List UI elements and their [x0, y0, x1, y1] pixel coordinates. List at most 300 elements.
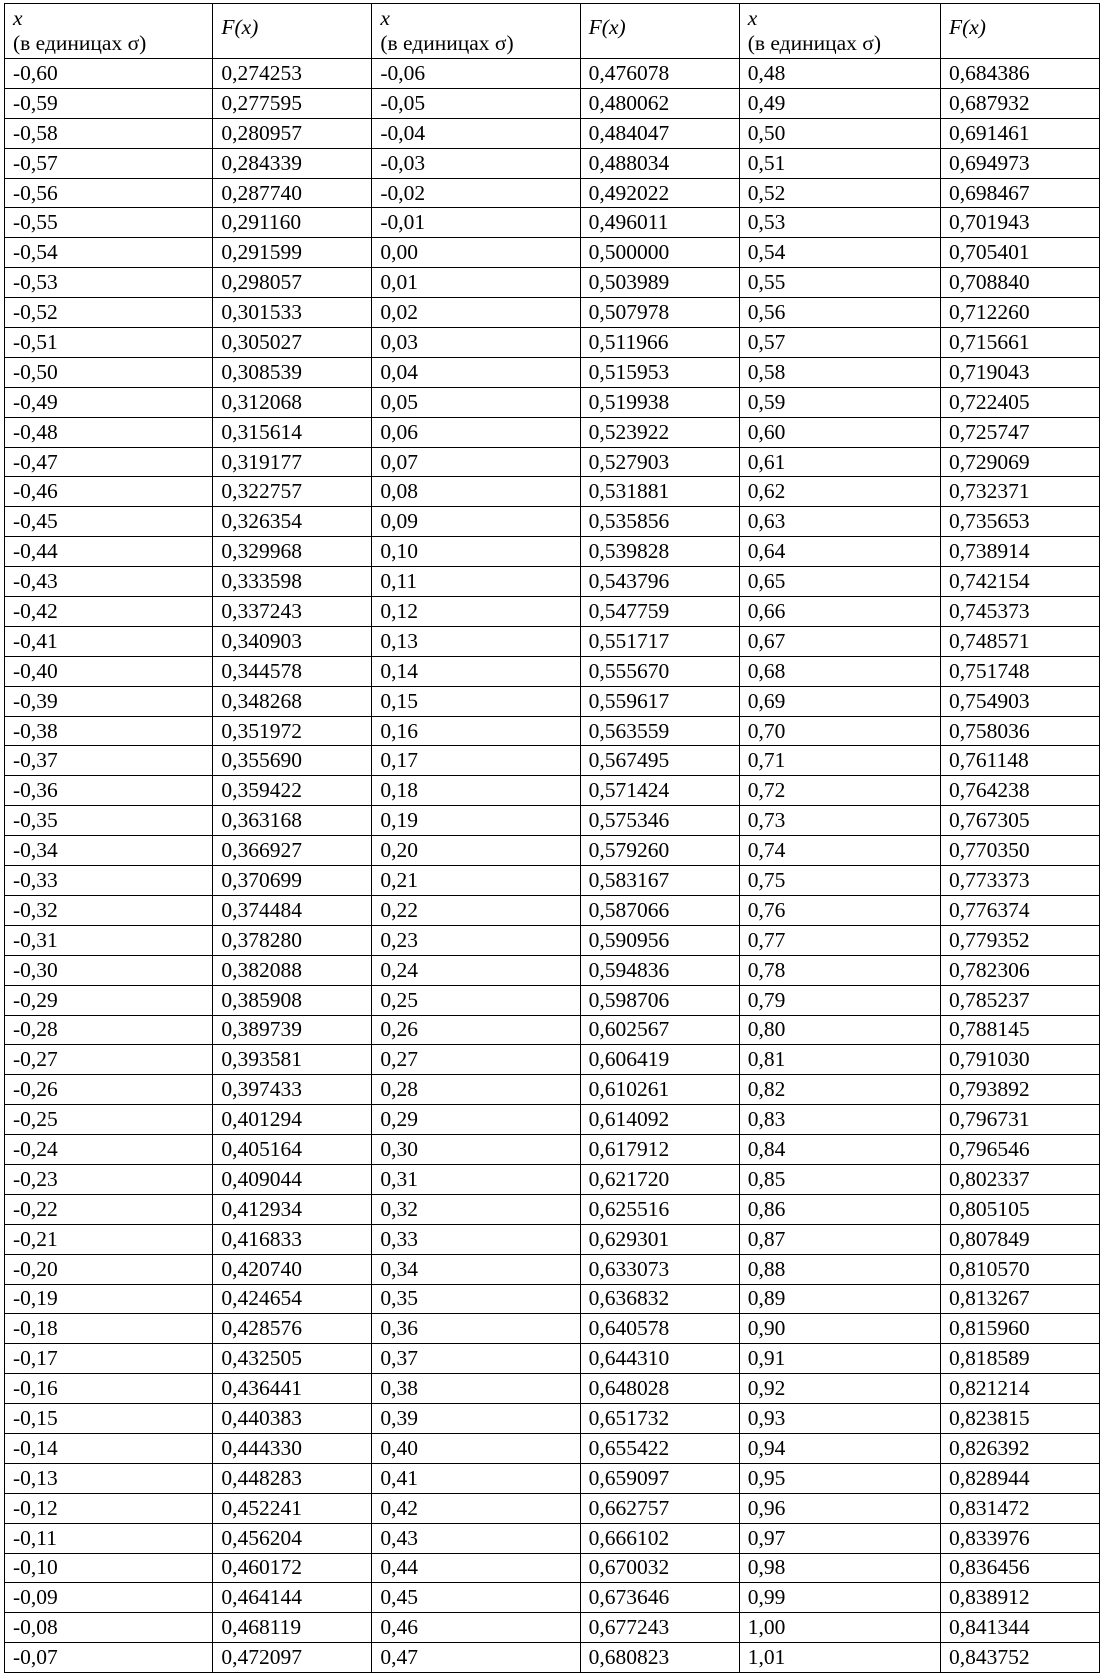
cell-x: -0,01	[372, 208, 580, 238]
table-row	[5, 417, 1100, 447]
cell-x: -0,56	[5, 178, 213, 208]
cell-x: -0,12	[5, 1493, 213, 1523]
table-row	[5, 567, 1100, 597]
cell-x: -0,54	[5, 238, 213, 268]
cell-fx: 0,590956	[580, 925, 739, 955]
cell-x: -0,37	[5, 746, 213, 776]
cell-x: 0,66	[739, 597, 940, 627]
cell-fx: 0,500000	[580, 238, 739, 268]
table-row	[5, 1015, 1100, 1045]
cell-x: -0,51	[5, 328, 213, 358]
cell-fx: 0,725747	[940, 417, 1099, 447]
cell-fx: 0,424654	[213, 1284, 372, 1314]
cell-x: -0,52	[5, 298, 213, 328]
table-row	[5, 1344, 1100, 1374]
header-x-unit: (в единицах σ)	[380, 31, 514, 55]
cell-fx: 0,598706	[580, 985, 739, 1015]
header-x-var: x	[747, 6, 758, 30]
cell-fx: 0,298057	[213, 268, 372, 298]
cell-x: 0,93	[739, 1404, 940, 1434]
cell-fx: 0,662757	[580, 1493, 739, 1523]
table-row	[5, 776, 1100, 806]
cell-fx: 0,452241	[213, 1493, 372, 1523]
cell-fx: 0,705401	[940, 238, 1099, 268]
cell-fx: 0,680823	[580, 1643, 739, 1673]
cell-fx: 0,841344	[940, 1613, 1099, 1643]
cell-x: -0,42	[5, 597, 213, 627]
cell-fx: 0,729069	[940, 447, 1099, 477]
cell-fx: 0,547759	[580, 597, 739, 627]
cell-fx: 0,515953	[580, 357, 739, 387]
cell-fx: 0,539828	[580, 537, 739, 567]
cell-fx: 0,708840	[940, 268, 1099, 298]
cell-fx: 0,629301	[580, 1224, 739, 1254]
cell-fx: 0,378280	[213, 925, 372, 955]
cell-fx: 0,308539	[213, 357, 372, 387]
cell-fx: 0,492022	[580, 178, 739, 208]
cell-fx: 0,507978	[580, 298, 739, 328]
cell-x: -0,20	[5, 1254, 213, 1284]
cell-fx: 0,761148	[940, 746, 1099, 776]
table-row	[5, 806, 1100, 836]
cell-x: 0,97	[739, 1523, 940, 1553]
table-row	[5, 746, 1100, 776]
cell-fx: 0,843752	[940, 1643, 1099, 1673]
cell-fx: 0,393581	[213, 1045, 372, 1075]
cell-fx: 0,767305	[940, 806, 1099, 836]
cell-x: 0,84	[739, 1135, 940, 1165]
cell-x: 0,05	[372, 387, 580, 417]
cell-x: -0,04	[372, 118, 580, 148]
cell-fx: 0,527903	[580, 447, 739, 477]
table-row	[5, 925, 1100, 955]
header-x-1	[5, 4, 213, 59]
cell-fx: 0,684386	[940, 59, 1099, 89]
cell-x: 0,64	[739, 537, 940, 567]
cell-x: 0,70	[739, 716, 940, 746]
table-row	[5, 1583, 1100, 1613]
cell-x: 0,41	[372, 1463, 580, 1493]
table-row	[5, 1433, 1100, 1463]
cell-x: 0,10	[372, 537, 580, 567]
cell-x: 0,32	[372, 1194, 580, 1224]
cell-fx: 0,644310	[580, 1344, 739, 1374]
cell-fx: 0,594836	[580, 955, 739, 985]
cell-fx: 0,440383	[213, 1404, 372, 1434]
cell-x: 0,54	[739, 238, 940, 268]
cell-x: -0,02	[372, 178, 580, 208]
cell-x: -0,59	[5, 88, 213, 118]
cell-x: -0,40	[5, 656, 213, 686]
cell-x: 0,74	[739, 836, 940, 866]
cell-fx: 0,305027	[213, 328, 372, 358]
table-row	[5, 507, 1100, 537]
cell-x: -0,24	[5, 1135, 213, 1165]
table-header	[5, 4, 1100, 59]
cell-fx: 0,651732	[580, 1404, 739, 1434]
cell-x: -0,31	[5, 925, 213, 955]
cell-x: 0,49	[739, 88, 940, 118]
cell-x: 0,29	[372, 1105, 580, 1135]
cell-fx: 0,329968	[213, 537, 372, 567]
cell-x: 0,61	[739, 447, 940, 477]
cell-fx: 0,359422	[213, 776, 372, 806]
cell-x: 0,98	[739, 1553, 940, 1583]
cell-x: 0,86	[739, 1194, 940, 1224]
cell-fx: 0,312068	[213, 387, 372, 417]
cell-fx: 0,712260	[940, 298, 1099, 328]
cell-fx: 0,823815	[940, 1404, 1099, 1434]
cell-fx: 0,742154	[940, 567, 1099, 597]
cell-x: -0,41	[5, 626, 213, 656]
cell-x: -0,10	[5, 1553, 213, 1583]
cell-fx: 0,496011	[580, 208, 739, 238]
cell-x: -0,29	[5, 985, 213, 1015]
table-row	[5, 626, 1100, 656]
cell-x: 0,96	[739, 1493, 940, 1523]
cell-x: 0,02	[372, 298, 580, 328]
cell-x: 0,52	[739, 178, 940, 208]
cell-fx: 0,397433	[213, 1075, 372, 1105]
header-fx-label: F(x)	[948, 14, 986, 39]
cell-x: 0,17	[372, 746, 580, 776]
cell-x: 0,11	[372, 567, 580, 597]
cell-fx: 0,389739	[213, 1015, 372, 1045]
cell-x: 0,88	[739, 1254, 940, 1284]
cell-x: 0,24	[372, 955, 580, 985]
cell-fx: 0,617912	[580, 1135, 739, 1165]
table-row	[5, 118, 1100, 148]
cell-fx: 0,805105	[940, 1194, 1099, 1224]
cell-fx: 0,587066	[580, 895, 739, 925]
table-row	[5, 836, 1100, 866]
cell-fx: 0,333598	[213, 567, 372, 597]
cell-fx: 0,738914	[940, 537, 1099, 567]
cell-fx: 0,732371	[940, 477, 1099, 507]
cell-fx: 0,432505	[213, 1344, 372, 1374]
cell-fx: 0,480062	[580, 88, 739, 118]
cell-fx: 0,340903	[213, 626, 372, 656]
cell-x: 0,91	[739, 1344, 940, 1374]
cell-x: 0,25	[372, 985, 580, 1015]
cell-x: -0,55	[5, 208, 213, 238]
table-row	[5, 985, 1100, 1015]
cell-fx: 0,659097	[580, 1463, 739, 1493]
cell-fx: 0,810570	[940, 1254, 1099, 1284]
cell-fx: 0,793892	[940, 1075, 1099, 1105]
header-fx-2	[580, 4, 739, 59]
cell-fx: 0,337243	[213, 597, 372, 627]
cell-fx: 0,385908	[213, 985, 372, 1015]
cell-x: -0,18	[5, 1314, 213, 1344]
cell-x: 0,00	[372, 238, 580, 268]
cell-x: -0,22	[5, 1194, 213, 1224]
cell-x: -0,14	[5, 1433, 213, 1463]
cell-x: 0,56	[739, 298, 940, 328]
cell-x: 0,69	[739, 686, 940, 716]
cell-fx: 0,719043	[940, 357, 1099, 387]
cell-fx: 0,448283	[213, 1463, 372, 1493]
cell-fx: 0,571424	[580, 776, 739, 806]
cell-fx: 0,670032	[580, 1553, 739, 1583]
cell-x: -0,07	[5, 1643, 213, 1673]
cell-fx: 0,633073	[580, 1254, 739, 1284]
cell-x: -0,19	[5, 1284, 213, 1314]
cell-fx: 0,636832	[580, 1284, 739, 1314]
cell-fx: 0,401294	[213, 1105, 372, 1135]
cell-fx: 0,773373	[940, 866, 1099, 896]
table-row	[5, 1254, 1100, 1284]
cell-fx: 0,315614	[213, 417, 372, 447]
cell-fx: 0,575346	[580, 806, 739, 836]
cell-x: 0,38	[372, 1374, 580, 1404]
cell-x: -0,08	[5, 1613, 213, 1643]
cell-x: 0,36	[372, 1314, 580, 1344]
cell-x: 0,19	[372, 806, 580, 836]
cell-fx: 0,291599	[213, 238, 372, 268]
cell-fx: 0,460172	[213, 1553, 372, 1583]
table-body	[5, 59, 1100, 1673]
cell-x: -0,36	[5, 776, 213, 806]
cell-x: -0,58	[5, 118, 213, 148]
cell-x: 0,40	[372, 1433, 580, 1463]
cell-x: -0,57	[5, 148, 213, 178]
table-row	[5, 447, 1100, 477]
table-row	[5, 1523, 1100, 1553]
cell-x: 0,57	[739, 328, 940, 358]
cell-fx: 0,436441	[213, 1374, 372, 1404]
table-row	[5, 238, 1100, 268]
cell-fx: 0,826392	[940, 1433, 1099, 1463]
cell-x: 0,94	[739, 1433, 940, 1463]
header-fx-3	[940, 4, 1099, 59]
cell-fx: 0,374484	[213, 895, 372, 925]
header-x-var: x	[380, 6, 390, 30]
table-row	[5, 1314, 1100, 1344]
table-row	[5, 1463, 1100, 1493]
table-row	[5, 148, 1100, 178]
cell-fx: 0,821214	[940, 1374, 1099, 1404]
cell-fx: 0,472097	[213, 1643, 372, 1673]
cell-x: -0,38	[5, 716, 213, 746]
cell-x: -0,23	[5, 1164, 213, 1194]
cell-x: 0,16	[372, 716, 580, 746]
cell-x: 1,01	[739, 1643, 940, 1673]
cell-fx: 0,807849	[940, 1224, 1099, 1254]
cell-fx: 0,301533	[213, 298, 372, 328]
cell-x: 0,75	[739, 866, 940, 896]
cell-x: 0,65	[739, 567, 940, 597]
cell-fx: 0,838912	[940, 1583, 1099, 1613]
cell-x: -0,06	[372, 59, 580, 89]
cell-x: 0,87	[739, 1224, 940, 1254]
cell-x: 0,60	[739, 417, 940, 447]
cell-x: -0,60	[5, 59, 213, 89]
cell-fx: 0,610261	[580, 1075, 739, 1105]
cell-fx: 0,694973	[940, 148, 1099, 178]
cell-x: -0,45	[5, 507, 213, 537]
cell-x: -0,44	[5, 537, 213, 567]
cell-x: -0,28	[5, 1015, 213, 1045]
cell-x: 0,67	[739, 626, 940, 656]
cell-fx: 0,322757	[213, 477, 372, 507]
cell-x: -0,05	[372, 88, 580, 118]
cell-x: 0,78	[739, 955, 940, 985]
cell-x: 0,08	[372, 477, 580, 507]
cell-x: 0,46	[372, 1613, 580, 1643]
cell-fx: 0,782306	[940, 955, 1099, 985]
cell-fx: 0,531881	[580, 477, 739, 507]
cell-fx: 0,366927	[213, 836, 372, 866]
table-row	[5, 716, 1100, 746]
cell-fx: 0,776374	[940, 895, 1099, 925]
cell-fx: 0,555670	[580, 656, 739, 686]
cell-fx: 0,344578	[213, 656, 372, 686]
cell-fx: 0,785237	[940, 985, 1099, 1015]
cell-fx: 0,428576	[213, 1314, 372, 1344]
cell-x: 0,82	[739, 1075, 940, 1105]
table-row	[5, 895, 1100, 925]
cell-fx: 0,416833	[213, 1224, 372, 1254]
cell-fx: 0,813267	[940, 1284, 1099, 1314]
cell-x: 0,43	[372, 1523, 580, 1553]
cell-x: 0,03	[372, 328, 580, 358]
cell-x: 0,33	[372, 1224, 580, 1254]
cell-fx: 0,722405	[940, 387, 1099, 417]
cell-x: -0,39	[5, 686, 213, 716]
cell-x: -0,53	[5, 268, 213, 298]
table-row	[5, 268, 1100, 298]
cell-x: 0,80	[739, 1015, 940, 1045]
cell-x: 0,22	[372, 895, 580, 925]
cell-x: 0,48	[739, 59, 940, 89]
cell-x: 0,21	[372, 866, 580, 896]
table-row	[5, 1643, 1100, 1673]
cell-x: 0,30	[372, 1135, 580, 1165]
cell-x: 0,55	[739, 268, 940, 298]
cell-x: 0,47	[372, 1643, 580, 1673]
cell-fx: 0,274253	[213, 59, 372, 89]
table-row	[5, 1493, 1100, 1523]
cell-x: 0,77	[739, 925, 940, 955]
table-row	[5, 1613, 1100, 1643]
header-row	[5, 4, 1100, 59]
cell-x: 0,53	[739, 208, 940, 238]
cell-fx: 0,796731	[940, 1105, 1099, 1135]
cell-x: -0,33	[5, 866, 213, 896]
cell-fx: 0,745373	[940, 597, 1099, 627]
cell-fx: 0,701943	[940, 208, 1099, 238]
cell-x: 0,04	[372, 357, 580, 387]
cell-x: 0,81	[739, 1045, 940, 1075]
header-fx-label: F(x)	[588, 14, 626, 39]
cell-fx: 0,468119	[213, 1613, 372, 1643]
cell-fx: 0,284339	[213, 148, 372, 178]
cell-x: 0,89	[739, 1284, 940, 1314]
table-row	[5, 1045, 1100, 1075]
cell-x: 0,34	[372, 1254, 580, 1284]
cell-x: 0,85	[739, 1164, 940, 1194]
cell-x: 0,58	[739, 357, 940, 387]
cell-fx: 0,543796	[580, 567, 739, 597]
cell-x: -0,25	[5, 1105, 213, 1135]
table-row	[5, 1194, 1100, 1224]
cell-fx: 0,640578	[580, 1314, 739, 1344]
cell-x: -0,17	[5, 1344, 213, 1374]
header-x-3	[739, 4, 940, 59]
table-row	[5, 178, 1100, 208]
table-row	[5, 955, 1100, 985]
cell-x: 0,45	[372, 1583, 580, 1613]
cell-x: 0,95	[739, 1463, 940, 1493]
cell-x: -0,47	[5, 447, 213, 477]
cell-fx: 0,370699	[213, 866, 372, 896]
cell-x: 0,68	[739, 656, 940, 686]
cell-x: -0,46	[5, 477, 213, 507]
cell-fx: 0,796546	[940, 1135, 1099, 1165]
cell-x: 0,15	[372, 686, 580, 716]
cell-x: -0,49	[5, 387, 213, 417]
cell-fx: 0,831472	[940, 1493, 1099, 1523]
table-row	[5, 1284, 1100, 1314]
cell-fx: 0,319177	[213, 447, 372, 477]
cell-fx: 0,621720	[580, 1164, 739, 1194]
header-x-unit: (в единицах σ)	[13, 31, 147, 55]
table-row	[5, 328, 1100, 358]
cell-x: 0,76	[739, 895, 940, 925]
cell-x: 0,83	[739, 1105, 940, 1135]
cell-x: 0,26	[372, 1015, 580, 1045]
cell-x: 0,18	[372, 776, 580, 806]
table-row	[5, 1404, 1100, 1434]
table-row	[5, 866, 1100, 896]
cell-x: -0,43	[5, 567, 213, 597]
cell-x: 0,37	[372, 1344, 580, 1374]
cell-fx: 0,715661	[940, 328, 1099, 358]
header-x-2	[372, 4, 580, 59]
cell-fx: 0,791030	[940, 1045, 1099, 1075]
cell-fx: 0,511966	[580, 328, 739, 358]
cell-fx: 0,559617	[580, 686, 739, 716]
cell-fx: 0,456204	[213, 1523, 372, 1553]
cell-fx: 0,412934	[213, 1194, 372, 1224]
cell-x: -0,30	[5, 955, 213, 985]
cell-fx: 0,519938	[580, 387, 739, 417]
cell-x: 0,72	[739, 776, 940, 806]
cell-fx: 0,735653	[940, 507, 1099, 537]
cell-x: 0,71	[739, 746, 940, 776]
table-row	[5, 686, 1100, 716]
cell-fx: 0,754903	[940, 686, 1099, 716]
cell-x: -0,34	[5, 836, 213, 866]
cell-fx: 0,833976	[940, 1523, 1099, 1553]
cell-fx: 0,666102	[580, 1523, 739, 1553]
cell-fx: 0,277595	[213, 88, 372, 118]
cell-fx: 0,802337	[940, 1164, 1099, 1194]
cell-fx: 0,606419	[580, 1045, 739, 1075]
cell-x: 0,59	[739, 387, 940, 417]
table-row	[5, 1374, 1100, 1404]
cell-x: 0,51	[739, 148, 940, 178]
cell-fx: 0,405164	[213, 1135, 372, 1165]
table-row	[5, 1553, 1100, 1583]
cell-fx: 0,326354	[213, 507, 372, 537]
cell-x: -0,15	[5, 1404, 213, 1434]
cell-x: 0,01	[372, 268, 580, 298]
table-row	[5, 357, 1100, 387]
cell-x: -0,48	[5, 417, 213, 447]
cell-x: -0,32	[5, 895, 213, 925]
